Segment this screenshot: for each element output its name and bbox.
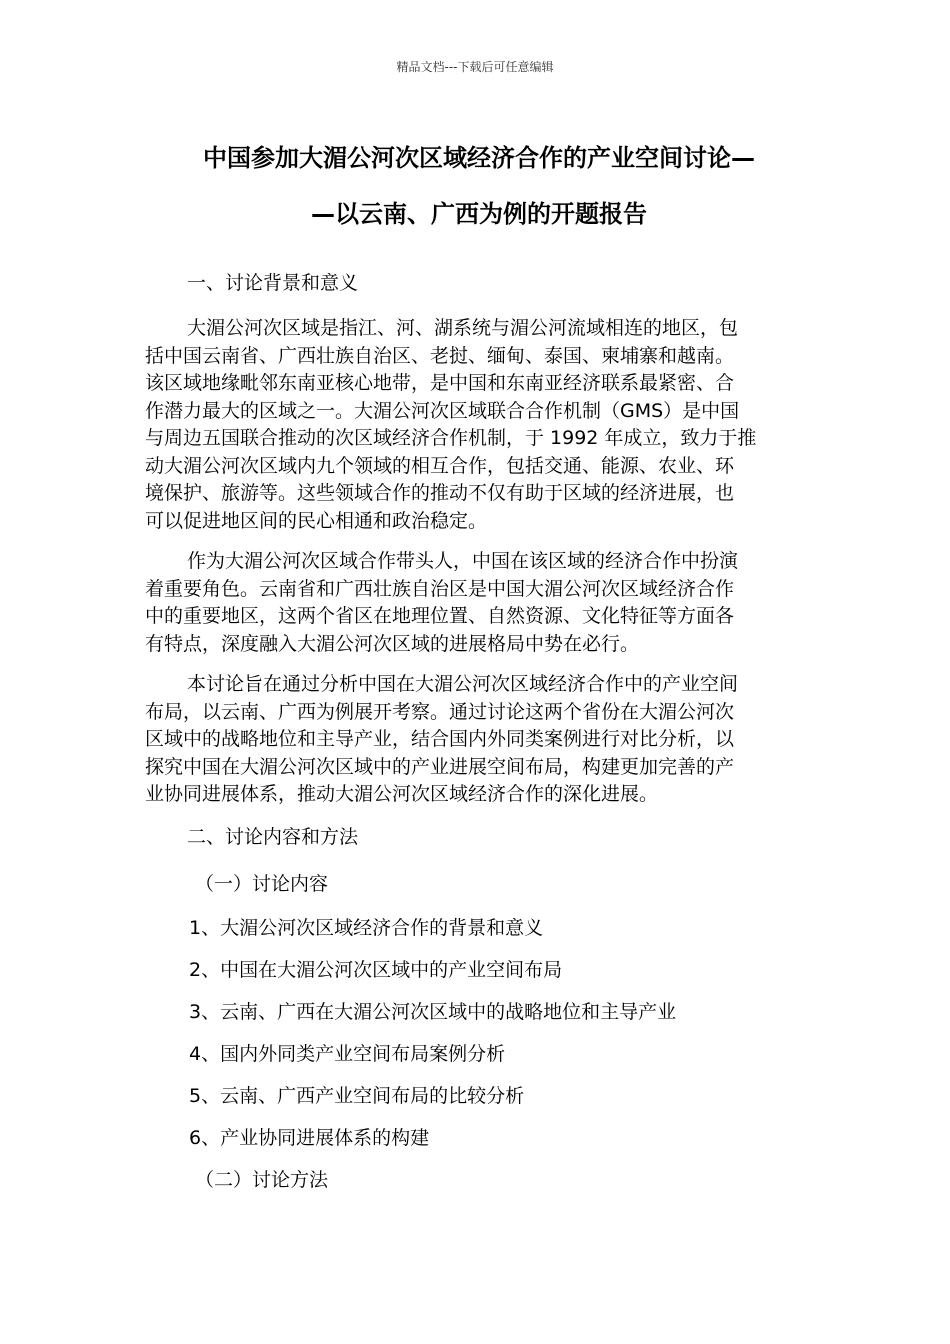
title-line: 中国参加大湄公河次区域经济合作的产业空间讨论—	[203, 144, 755, 172]
paragraph-line: 有特点，深度融入大湄公河次区域的进展格局中势在必行。	[145, 632, 640, 655]
subsection-heading: （二）讨论方法	[195, 1168, 329, 1191]
paragraph	[145, 548, 810, 658]
paragraph-line: 探究中国在大湄公河次区域中的产业进展空间布局，构建更加完善的产	[145, 755, 735, 778]
paragraph-line: 作为大湄公河次区域合作带头人，中国在该区域的经济合作中扮演	[187, 550, 739, 572]
paragraph	[145, 671, 810, 809]
section-heading: 一、讨论背景和意义	[187, 272, 359, 294]
subsection-heading: （一）讨论内容	[195, 872, 329, 895]
paragraph-line: 本讨论旨在通过分析中国在大湄公河次区域经济合作中的产业空间	[187, 673, 739, 695]
list-item: 3、云南、广西在大湄公河次区域中的战略地位和主导产业	[189, 1000, 677, 1023]
section-heading: 二、讨论内容和方法	[187, 825, 359, 848]
list-item: 4、国内外同类产业空间布局案例分析	[189, 1042, 506, 1065]
paragraph-line: 该区域地缘毗邻东南亚核心地带，是中国和东南亚经济联系最紧密、合	[145, 372, 735, 394]
list-item: 6、产业协同进展体系的构建	[189, 1126, 430, 1149]
paragraph-line: 着重要角色。云南省和广西壮族自治区是中国大湄公河次区域经济合作	[145, 577, 735, 600]
paragraph-line: 括中国云南省、广西壮族自治区、老挝、缅甸、泰国、柬埔寨和越南。	[145, 344, 735, 367]
paragraph-line: 业协同进展体系，推动大湄公河次区域经济合作的深化进展。	[145, 783, 659, 805]
list-item: 5、云南、广西产业空间布局的比较分析	[189, 1084, 525, 1107]
list-item: 2、中国在大湄公河次区域中的产业空间布局	[189, 958, 563, 981]
document-title	[145, 130, 813, 242]
list-item: 1、大湄公河次区域经济合作的背景和意义	[189, 916, 544, 939]
paragraph-line: 大湄公河次区域是指江、河、湖系统与湄公河流域相连的地区，包	[187, 317, 739, 339]
paragraph-line: 布局，以云南、广西为例展开考察。通过讨论这两个省份在大湄公河次	[145, 700, 735, 723]
paragraph-line: 与周边五国联合推动的次区域经济合作机制，于 1992 年成立，致力于推	[145, 427, 757, 449]
paragraph-line: 可以促进地区间的民心相通和政治稳定。	[145, 509, 488, 532]
header-note: 精品文档---下载后可任意编辑	[396, 60, 554, 74]
paragraph-line: 境保护、旅游等。这些领域合作的推动不仅有助于区域的经济进展，也	[145, 482, 735, 504]
paragraph-line: 区域中的战略地位和主导产业，结合国内外同类案例进行对比分析，以	[145, 728, 735, 750]
document-body	[145, 268, 810, 1209]
paragraph-line: 作潜力最大的区域之一。大湄公河次区域联合合作机制（GMS）是中国	[145, 399, 740, 422]
paragraph	[145, 315, 810, 535]
paragraph-line: 中的重要地区，这两个省区在地理位置、自然资源、文化特征等方面各	[145, 605, 735, 627]
title-line: —以云南、广西为例的开题报告	[311, 200, 647, 228]
paragraph-line: 动大湄公河次区域内九个领域的相互合作，包括交通、能源、农业、环	[145, 454, 735, 477]
